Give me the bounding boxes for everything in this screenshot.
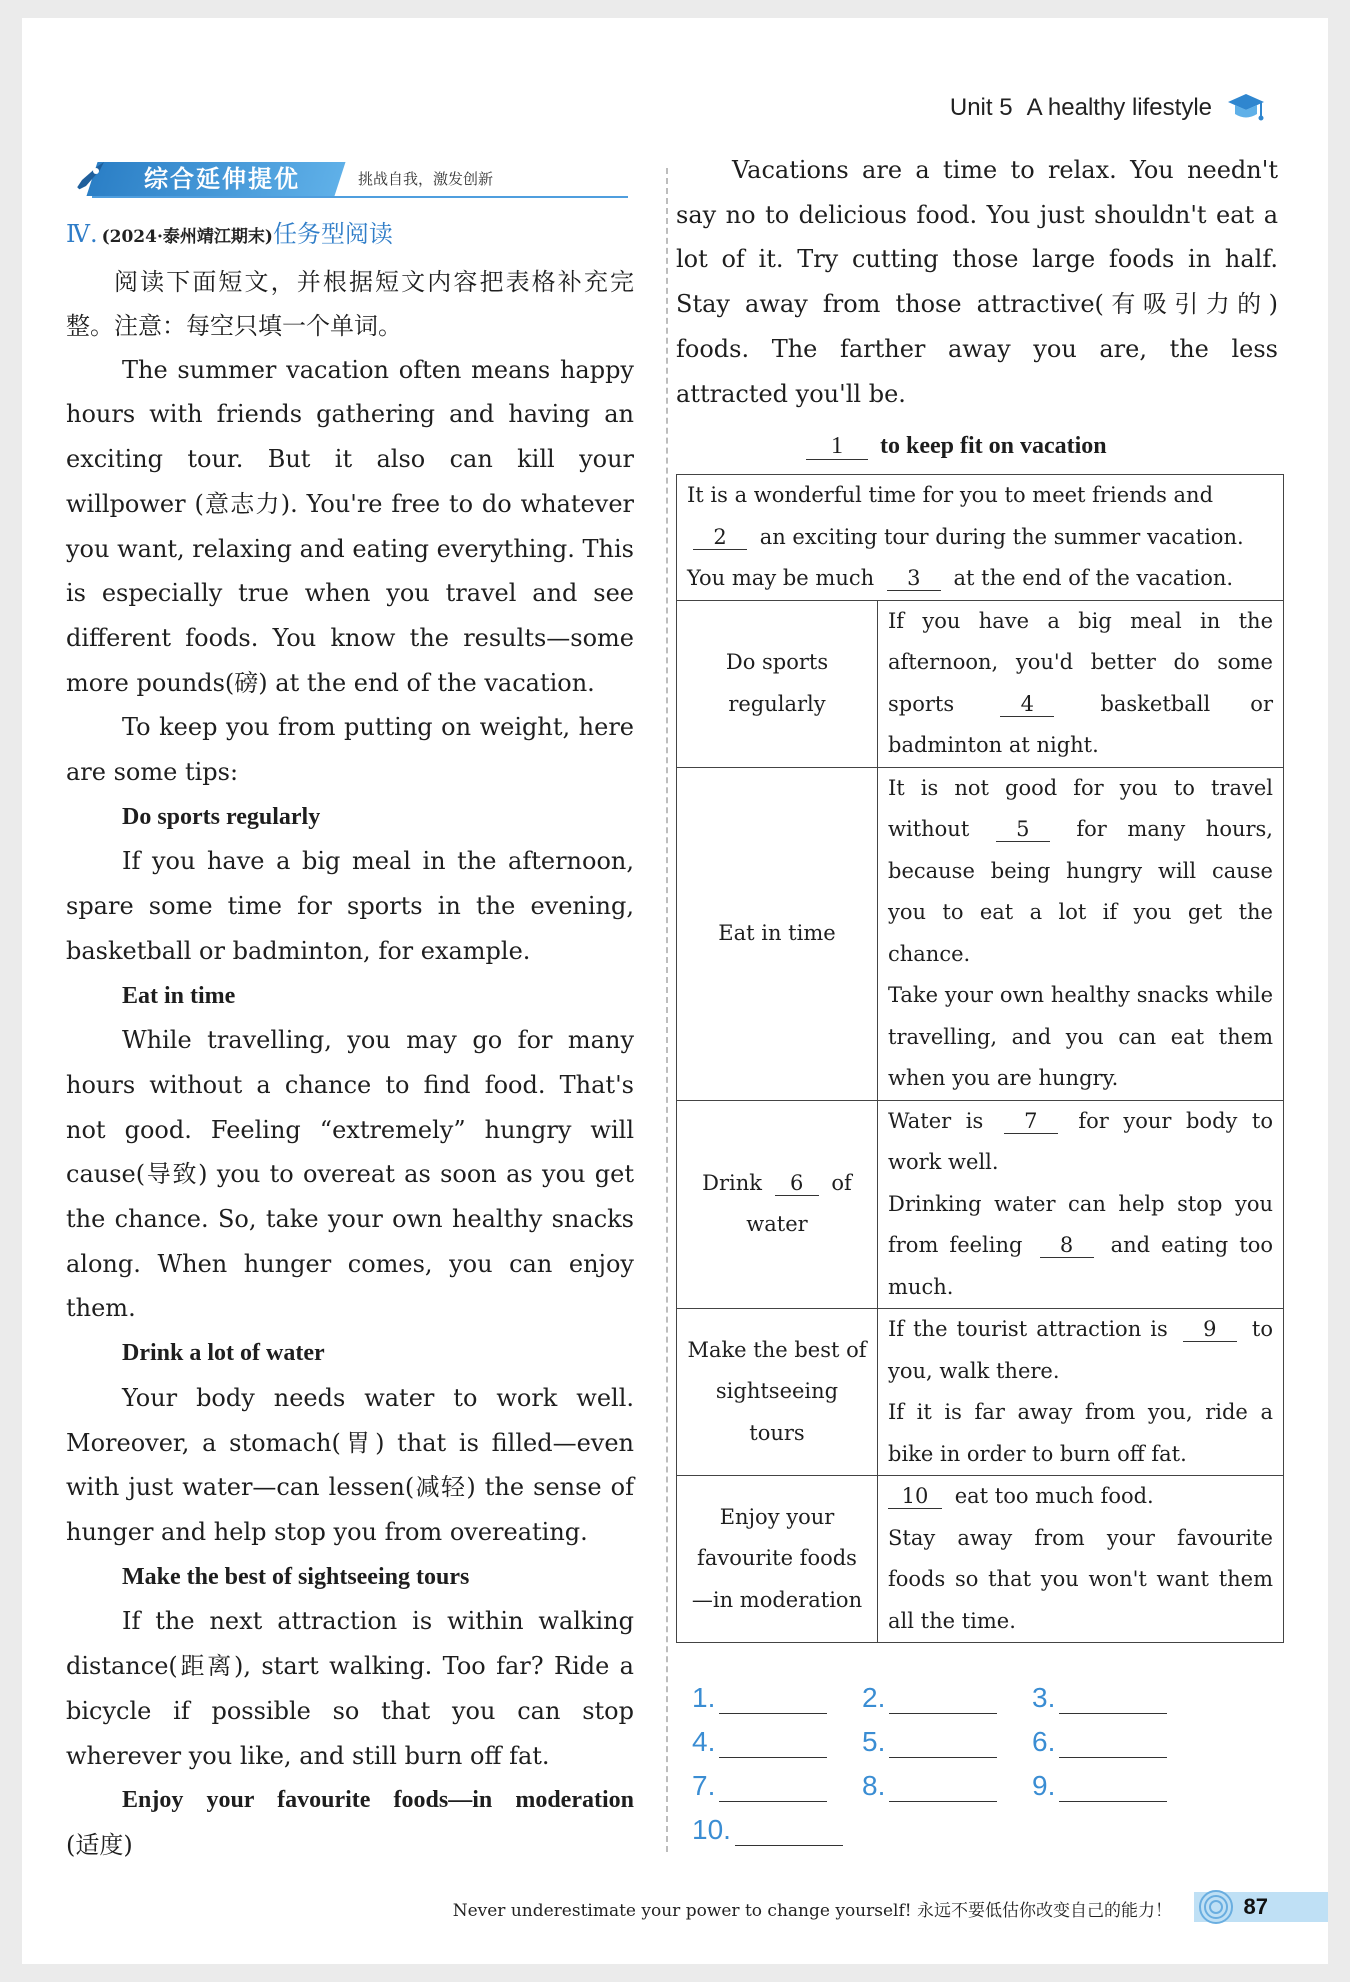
answer-line-4[interactable]: [719, 1727, 827, 1758]
tip-detail-cell: Water is 7 for your body to work well. Drinking water can help stop you from feeling 8 and eating too much.: [878, 1100, 1284, 1309]
answer-label: 1.: [692, 1682, 716, 1713]
table-row: [677, 475, 1284, 601]
tip-detail-cell: It is not good for you to travel without 5 for many hours, because being hungry will cause you to eat a lot if you get the chance. Take your own healthy snacks while travelling, and you can eat them when you are hungry.: [878, 767, 1284, 1100]
answer-label: 4.: [692, 1726, 716, 1757]
banner-title: 综合延伸提优: [144, 165, 300, 193]
blank-5: 5: [996, 818, 1050, 842]
passage-paragraph: While travelling, you may go for many hours without a chance to find food. That's not good. Feeling “extremely” hungry will cause(导致) you to overeat as soon as you get the chance. So, take your own healthy snacks along. When hunger comes, you can enjoy them.: [66, 1026, 634, 1323]
passage-paragraph: Vacations are a time to relax. You needn't say no to delicious food. You just shouldn't eat a lot of it. Try cutting those large foods in half. Stay away from those attractive(有吸引力的) foods. The farther away you are, the less attracted you'll be.: [676, 156, 1278, 408]
page: [22, 18, 1328, 1964]
tip-name-cell: Drink 6 of water: [677, 1100, 878, 1309]
passage-subheading: Do sports regularly: [122, 803, 321, 830]
question-number: Ⅳ.: [66, 220, 98, 248]
tip-name-cell: Enjoy your favourite foods—in moderation: [677, 1476, 878, 1643]
table-row: [677, 1100, 1284, 1309]
tip-detail-cell: If the tourist attraction is 9 to you, walk there. If it is far away from you, ride a bike in order to burn off fat.: [878, 1309, 1284, 1476]
answer-line-9[interactable]: [1059, 1771, 1167, 1802]
blank-6: 6: [775, 1172, 819, 1196]
passage-paragraph: The summer vacation often means happy hours with friends gathering and having an exciting tour. But it also can kill your willpower (意志力). You're free to do whatever you want, relaxing and eating everything. This is especially true when you travel and see different foods. You know the results—some more pounds(磅) at the end of the vacation.: [66, 355, 634, 697]
passage-paragraph: If you have a big meal in the afternoon, spare some time for sports in the evening, basketball or badminton, for example.: [66, 847, 634, 965]
passage-subheading-gloss: (适度): [66, 1830, 133, 1859]
blank-7: 7: [1004, 1110, 1058, 1134]
blank-4: 4: [1000, 693, 1054, 717]
blank-8: 8: [1040, 1234, 1094, 1258]
passage-subheading: Make the best of sightseeing tours: [122, 1563, 470, 1590]
table-row: [677, 1309, 1284, 1476]
table-title: 1 to keep fit on vacation: [800, 428, 1107, 464]
unit-label: Unit 5: [949, 94, 1013, 121]
answer-line-5[interactable]: [889, 1727, 997, 1758]
unit-title: A healthy lifestyle: [1026, 94, 1212, 121]
answer-line-10[interactable]: [735, 1815, 843, 1846]
tip-name-cell: Make the best of sightseeing tours: [677, 1309, 878, 1476]
question-instruction: 阅读下面短文，并根据短文内容把表格补充完整。注意：每空只填一个单词。: [66, 267, 634, 340]
page-number: 87: [1243, 1894, 1268, 1919]
answer-line-6[interactable]: [1059, 1727, 1167, 1758]
page-footer: [22, 1888, 1328, 1928]
page-header: [950, 88, 1266, 128]
answer-line-3[interactable]: [1059, 1683, 1167, 1714]
blank-10: 10: [888, 1485, 942, 1509]
section-banner: [62, 156, 628, 200]
table-intro-cell: It is a wonderful time for you to meet friends and 2 an exciting tour during the summer vacation. You may be much 3 at the end of the vacation.: [677, 475, 1284, 601]
answer-area: [692, 1670, 1252, 1846]
tip-detail-cell: 10 eat too much food. Stay away from your favourite foods so that you won't want them all the time.: [878, 1476, 1284, 1643]
passage-subheading: Drink a lot of water: [122, 1340, 325, 1367]
blank-2: 2: [693, 526, 747, 550]
graduation-cap-icon: [1226, 90, 1266, 126]
question-heading: [66, 212, 634, 260]
answer-label: 5.: [862, 1726, 886, 1757]
question-source: (2024·泰州靖江期末): [101, 227, 273, 247]
answer-line-2[interactable]: [889, 1683, 997, 1714]
passage-paragraph: Your body needs water to work well. Moreover, a stomach(胃) that is filled—even with just water—can lessen(减轻) the sense of hunger and help stop you from overeating.: [66, 1383, 634, 1546]
question-type: 任务型阅读: [272, 220, 393, 248]
footer-motto: Never underestimate your power to change yourself! 永远不要低估你改变自己的能力！: [452, 1901, 1172, 1921]
tip-name-cell: Eat in time: [677, 767, 878, 1100]
passage-left-column: [66, 212, 634, 1868]
answer-label: 3.: [1032, 1682, 1056, 1713]
blank-3: 3: [887, 567, 941, 591]
blank-1: 1: [806, 433, 868, 460]
table-row: [677, 1476, 1284, 1643]
tip-name-cell: Do sports regularly: [677, 600, 878, 767]
column-divider: [666, 168, 668, 1852]
tip-detail-cell: If you have a big meal in the afternoon, you'd better do some sports 4 basketball or badminton at night.: [878, 600, 1284, 767]
passage-right-column: [676, 148, 1278, 416]
rocket-icon: [68, 158, 112, 198]
passage-subheading: Enjoy your favourite foods—in moderation: [122, 1787, 634, 1814]
blank-9: 9: [1183, 1318, 1237, 1342]
answer-line-7[interactable]: [719, 1771, 827, 1802]
table-row: [677, 600, 1284, 767]
table-row: [677, 767, 1284, 1100]
passage-subheading: Eat in time: [122, 982, 236, 1009]
passage-paragraph: To keep you from putting on weight, here are some tips:: [66, 713, 634, 787]
answer-label: 7.: [692, 1770, 716, 1801]
answer-label: 10.: [692, 1814, 731, 1845]
passage-paragraph: If the next attraction is within walking distance(距离), start walking. Too far? Ride a bicycle if possible so that you can stop wherever you like, and still burn off fat.: [66, 1607, 634, 1770]
answer-label: 8.: [862, 1770, 886, 1801]
answer-label: 6.: [1032, 1726, 1056, 1757]
answer-line-1[interactable]: [719, 1683, 827, 1714]
task-table: [676, 474, 1284, 1643]
banner-subtitle: 挑战自我，激发创新: [358, 170, 494, 188]
answer-line-8[interactable]: [889, 1771, 997, 1802]
spiral-icon: [1196, 1888, 1236, 1926]
answer-label: 2.: [862, 1682, 886, 1713]
answer-label: 9.: [1032, 1770, 1056, 1801]
